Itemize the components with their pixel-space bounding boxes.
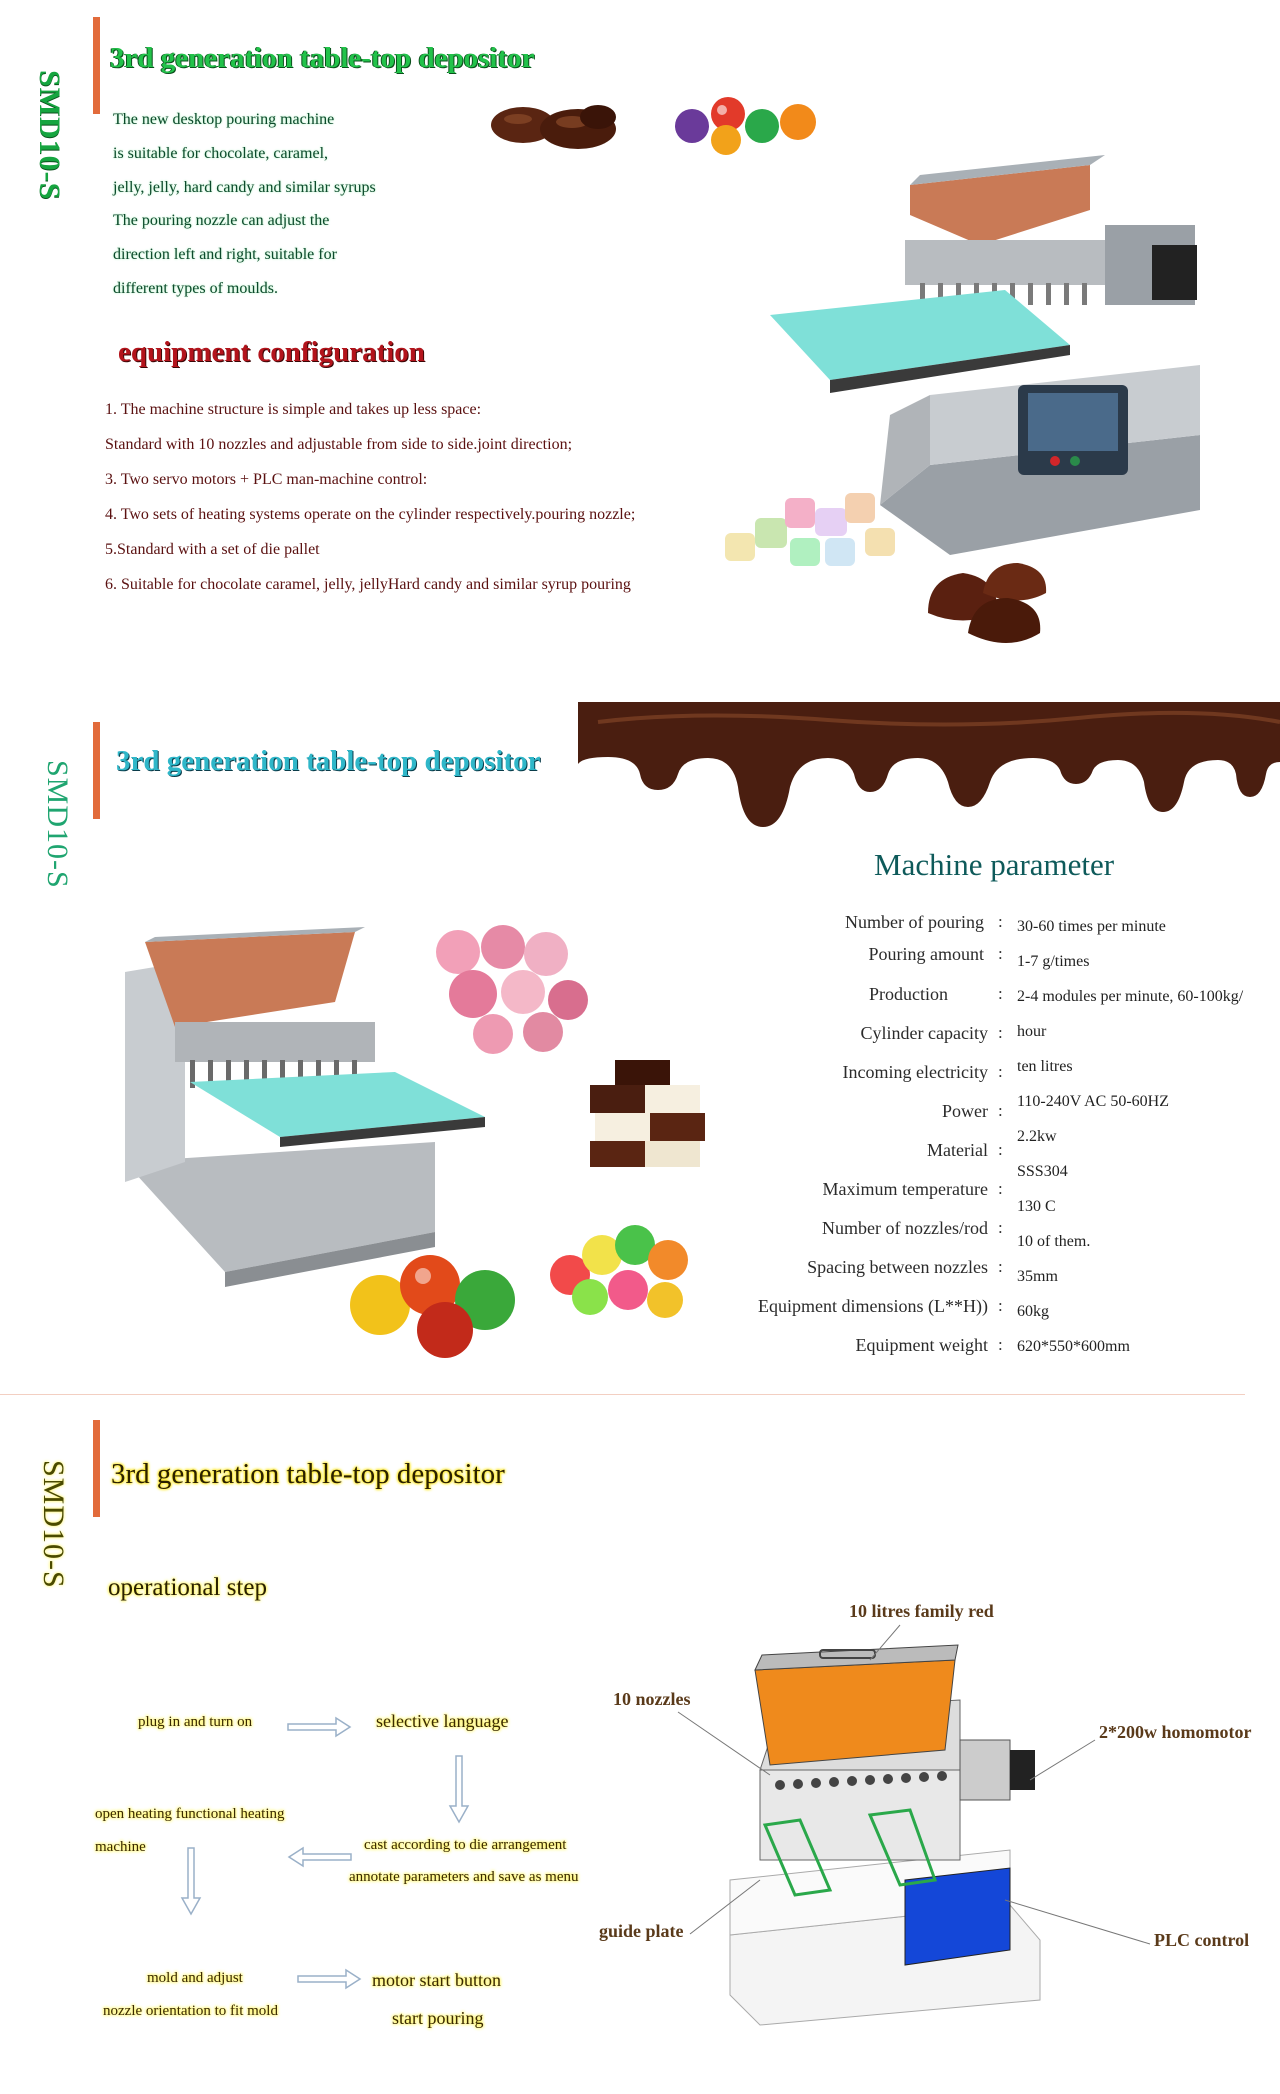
param-value: 2-4 modules per minute, 60-100kg/	[1017, 988, 1244, 1005]
param-value: 10 of them.	[1017, 1233, 1091, 1250]
param-value: 60kg	[1017, 1303, 1049, 1320]
callout-motor: 2*200w homomotor	[1099, 1722, 1252, 1742]
step-motor-start: motor start button	[372, 1970, 501, 1990]
param-colon: :	[998, 1335, 1003, 1354]
param-colon: :	[998, 1140, 1003, 1159]
callout-nozzles: 10 nozzles	[613, 1689, 691, 1709]
param-label: Number of pouring	[845, 912, 984, 932]
param-colon: :	[998, 1257, 1003, 1276]
param-colon: :	[998, 984, 1003, 1003]
param-label: Pouring amount	[868, 944, 984, 964]
param-value: 110-240V AC 50-60HZ	[1017, 1093, 1169, 1110]
param-label: Material	[927, 1140, 988, 1160]
param-value: 620*550*600mm	[1017, 1338, 1130, 1355]
param-colon: :	[998, 1101, 1003, 1120]
param-label: Number of nozzles/rod	[822, 1218, 988, 1238]
step-annotate: annotate parameters and save as menu	[349, 1869, 579, 1885]
intro-line: The new desktop pouring machine	[113, 111, 335, 128]
config-item: Standard with 10 nozzles and adjustable from side to side.joint direction;	[105, 436, 573, 453]
intro-line: is suitable for chocolate, caramel,	[113, 145, 329, 162]
config-item: 3. Two servo motors + PLC man-machine control:	[105, 471, 428, 488]
param-colon: :	[998, 944, 1003, 963]
param-colon: :	[998, 912, 1003, 931]
param-colon: :	[998, 1218, 1003, 1237]
param-label: Cylinder capacity	[860, 1023, 988, 1043]
intro-line: jelly, jelly, hard candy and similar syrups	[113, 179, 376, 196]
param-label: Equipment dimensions (L**H))	[758, 1296, 988, 1316]
param-label: Equipment weight	[855, 1335, 988, 1355]
config-heading: equipment configuration	[118, 336, 425, 368]
side-label: SMD10-S	[41, 760, 74, 889]
param-value: 2.2kw	[1017, 1128, 1057, 1145]
section-title: 3rd generation table-top depositor	[110, 42, 535, 74]
steps-heading: operational step	[108, 1574, 267, 1601]
step-open-heating-2: machine	[95, 1839, 146, 1855]
step-mold-adjust: mold and adjust	[147, 1970, 243, 1986]
param-label: Maximum temperature	[822, 1179, 988, 1199]
param-value: 35mm	[1017, 1268, 1058, 1285]
param-value: 130 C	[1017, 1198, 1056, 1215]
callout-guide-plate: guide plate	[599, 1921, 684, 1941]
config-item: 1. The machine structure is simple and takes up less space:	[105, 401, 482, 418]
step-cast: cast according to die arrangement	[364, 1837, 567, 1853]
step-start-pouring: start pouring	[392, 2008, 484, 2028]
param-value: ten litres	[1017, 1058, 1073, 1075]
param-label: Power	[942, 1101, 988, 1121]
param-label: Spacing between nozzles	[807, 1257, 988, 1277]
callout-plc: PLC control	[1154, 1930, 1250, 1950]
section-title: 3rd generation table-top depositor	[111, 1458, 505, 1490]
side-label: SMD10-S	[33, 70, 66, 201]
callout-tank: 10 litres family red	[849, 1601, 994, 1621]
step-nozzle-orientation: nozzle orientation to fit mold	[103, 2003, 278, 2019]
config-item: 5.Standard with a set of die pallet	[105, 541, 320, 558]
step-select-language: selective language	[376, 1711, 509, 1731]
param-colon: :	[998, 1179, 1003, 1198]
params-heading: Machine parameter	[874, 847, 1115, 882]
config-item: 4. Two sets of heating systems operate on the cylinder respectively.pouring nozzle;	[105, 506, 636, 523]
param-label: Production	[869, 984, 948, 1004]
param-colon: :	[998, 1062, 1003, 1081]
section-title: 3rd generation table-top depositor	[116, 745, 541, 777]
side-label: SMD10-S	[37, 1460, 70, 1589]
intro-line: direction left and right, suitable for	[113, 246, 337, 263]
intro-line: different types of moulds.	[113, 280, 279, 297]
intro-line: The pouring nozzle can adjust the	[113, 212, 330, 229]
param-value: hour	[1017, 1023, 1047, 1040]
param-value: 1-7 g/times	[1017, 953, 1090, 970]
config-item: 6. Suitable for chocolate caramel, jelly, jellyHard candy and similar syrup pouring	[105, 576, 631, 593]
param-value: 30-60 times per minute	[1017, 918, 1166, 935]
step-plug-in: plug in and turn on	[138, 1714, 253, 1730]
param-colon: :	[998, 1023, 1003, 1042]
param-label: Incoming electricity	[842, 1062, 988, 1082]
param-colon: :	[998, 1296, 1003, 1315]
step-open-heating: open heating functional heating	[95, 1806, 285, 1822]
param-value: SSS304	[1017, 1163, 1068, 1180]
